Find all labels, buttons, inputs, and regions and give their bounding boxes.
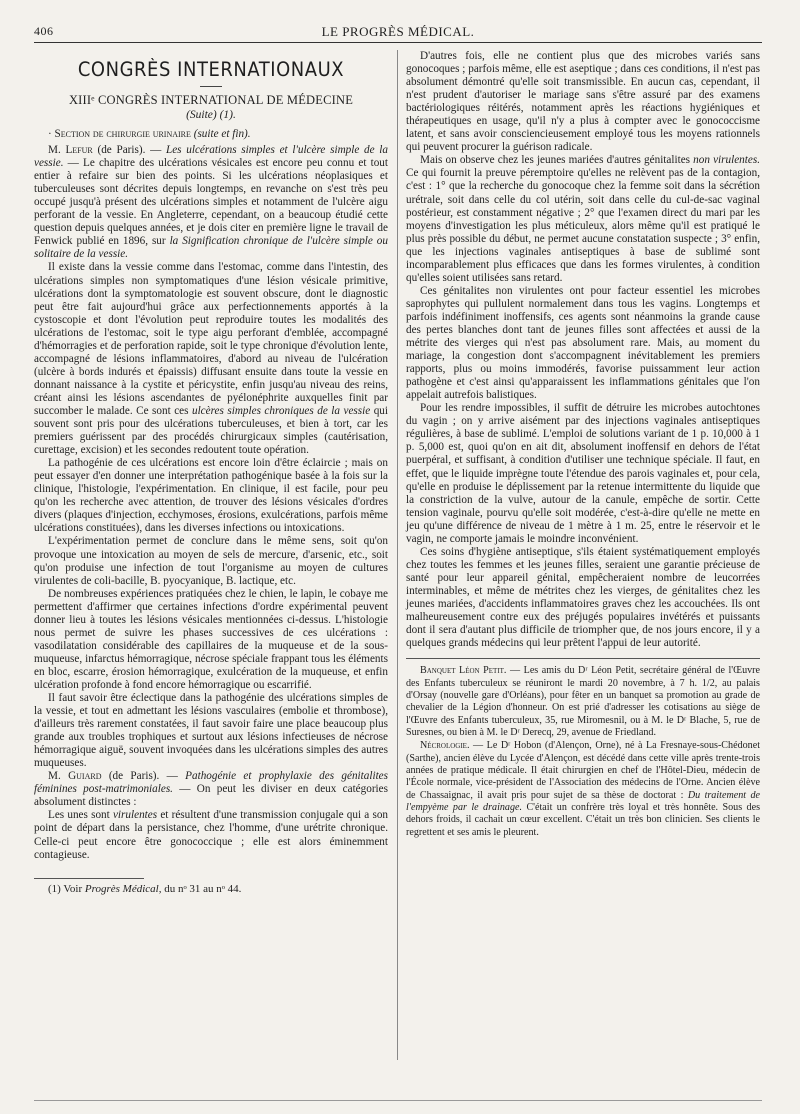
paragraph-lefur: M. Lefur (de Paris). — Les ulcérations simples et l'ulcère simple de la vessie. — Le chapitre des ulcérations vésicales est encore peu connu et tout entier à refaire sur bien des points. Si les ulcérations néoplasiques et tuberculeuses sont décrites depuis longtemps, en revanche on s'est très peu occupé jusqu'à présent des ulcérations simples et notamment de l'ulcère aigu perforant de la vessie. En Angleterre, cependant, on a beaucoup étudié cette question depuis quelques années, et je dois citer en première ligne le travail de Fenwick publié en 1896, sur la Signification chronique de l'ulcère simple ou solitaire de la vessie. — [34, 144, 389, 261]
footnote: (1) Voir Progrès Médical, du nᵒ 31 au nᵒ 44. — [48, 882, 242, 895]
paragraph: Ces soins d'hygiène antiseptique, s'ils étaient systématiquement employés chez toutes les femmes et les jeunes filles, seraient une garantie précieuse de santé pour leur appareil génital, empêcheraient nombre de leucorrées interminables, et même de métrites chez les vierges, de génitalites chez les jeunes mariées, d'accidents inflammatoires graves chez les accouchées. Ils ont malheureusement contre eux des préjugés populaires invétérés et puissants dont il sera d'autant plus difficile de triompher que, de nos jours encore, il y a quelques grands médecins qui leur prêtent l'appui de leur autorité. — [406, 545, 760, 650]
news-section — [406, 665, 760, 839]
running-head — [34, 22, 762, 43]
paragraph: De nombreuses expériences pratiquées chez le chien, le lapin, le cobaye me permettent d'affirmer que certaines infections d'ordre expérimental peuvent donner lieu à toutes les lésions vésicales mentionnées ci-dessus. L'histologie nous permet de suivre les phases successives de ces ulcérations : vasodilatation considérable des capillaires de la muqueuse et de la sous-muqueuse, infarctus hémorragique, nécrose spéciale frappant tous les éléments en bloc, escarre, érosion hémorragique, exulcération de la muqueuse, et enfin ulcération profonde à fond encore hémorragique ou escarrifié. — [34, 587, 388, 691]
news-item-banquet: Banquet Léon Petit. — Les amis du Dʳ Léon Petit, secrétaire général de l'Œuvre des Enfants tuberculeux se réuniront le mardi 20 novembre, à 7 h. 1/2, au palais d'Orsay (nouvelle gare d'Orléans), pour fêter en un banquet sa promotion au grade de chevalier de la Légion d'honneur. On est prié d'adresser les cotisations au siège de l'Œuvre des Enfants tuberculeux, 35, rue Miromesnil, ou à M. le Dʳ Blache, 5, rue de Suresnes, ou bien à M. le Dʳ Derecq, 29, avenue de Friedland. — [406, 665, 760, 738]
congress-subheading: (Suite) (1). — [186, 109, 236, 121]
news-item-necrology: Nécrologie. — Le Dʳ Hobon (d'Alençon, Orne), né à La Fresnaye-sous-Chédonet (Sarthe), ancien élève du Lycée d'Alençon, est décédé dans cette ville après trente-trois années de pratique médicale. Il était chirurgien en chef de l'Hôtel-Dieu, médecin de l'École normale, vice-président de l'Association des médecins de l'Orne. Ancien élève de Chassaignac, il avait pris pour sujet de sa thèse de doctorat : Du traitement de l'empyème par le drainage. C'était un confrère très loyal et très honnête. Sous des dehors froids, il cachait un cœur excellent. C'était un très bon clinicien. Ses clients le regrettent et ses amis le pleurent. — [406, 740, 760, 838]
news-rule — [406, 658, 760, 659]
left-column — [34, 50, 388, 896]
paragraph: La pathogénie de ces ulcérations est encore loin d'être éclaircie ; mais on peut essayer d'en donner une interprétation pathogénique basée à la fois sur la clinique, l'histologie, l'expérimentation. En clinique, il est facile, pour peu qu'on les recherche avec attention, de trouver des lésions vésicales d'ordres divers (plaques d'injection, ecchymoses, érosions, exulcérations, parfois même ulcérations constituées), dans les diverses infections ou intoxications. — [34, 457, 388, 535]
paragraph: D'autres fois, elle ne contient plus que des microbes variés sans gonocoques ; parfois même, elle est aseptique ; dans ces conditions, il n'est pas absolument démontré qu'elle soit transmissible. En aucun cas, cependant, il n'est prudent d'autoriser le mariage sans s'être assuré par des examens bactériologiques réitérés, notamment après les réactions hygiéniques et thérapeutiques en usage, qu'il n'y a plus à compter avec le gonococcisme latent, et sans avoir consciencieusement employé tous les moyens rationnels qui peuvent procurer la guérison radicale. — [406, 50, 760, 154]
paragraph: Pour les rendre impossibles, il suffit de détruire les microbes autochtones du vagin ; on y arrive aisément par des injections vaginales antiseptiques régulières, à base de sublimé. L'emploi de solutions variant de 1 p. 10,000 à 1 p. 5,000 est, quoi qu'on en ait dit, absolument inoffensif en dehors de l'état puerpéral, et suffisant, à condition d'utiliser une technique spéciale. Il faut, en effet, que le liquide imprègne toute l'étendue des parois vaginales et, pour cela, qu'elle en produise le déplissement par la retenue intermittente du liquide que la constriction de la vulve, autour de la canule, empêche de sortir. Cette tension vaginale, pourvu qu'elle soit modérée, c'est-à-dire qu'elle ne mette en jeu qu'une différence de niveau de 1 mètre à 1 m. 25, entre le réservoir et le vagin, ne comporte jamais le moindre inconvénient. — [406, 402, 760, 545]
congress-heading: XIIIᵉ CONGRÈS INTERNATIONAL DE MÉDECINE — [68, 93, 354, 107]
paragraph: Il existe dans la vessie comme dans l'estomac, comme dans l'intestin, des ulcérations simples non symptomatiques d'une lésion vésicale primitive, ulcérations dont la symptomatologie est souvent obscure, dont le diagnostic peut être fait aujourd'hui grâce aux perfectionnements apportés à la cystoscopie et dont l'évolution peut reproduire toutes les modalités des ulcérations de l'estomac, soit le type aigu perforant d'emblée, accompagné d'hémorragies et de perforation rapide, soit le type chronique d'évolution lente, accompagné de lésions inflammatoires, d'abord au niveau de l'ulcération (ulcère à bords indurés et épaissis) diffusant ensuite dans toute la vessie en donnant naissance à la cystite et péricystite, enfin jusqu'au niveau des reins, créant ainsi les lésions ascendantes de pyélonéphrite auxquelles finit par succomber le malade. Ce sont ces ulcères simples chroniques de la vessie qui souvent sont pris pour des ulcérations tuberculeuses, et bien à tort, car les premiers guérissent par des procédés chirurgicaux simples (cautérisation, curettage, excision) et les secondes redoutent toute opération. — [34, 261, 388, 457]
journal-page — [34, 22, 762, 1102]
paragraph: Les unes sont virulentes et résultent d'une transmission conjugale qui a son point de départ dans la persistance, chez l'homme, d'une urétrite chronique. Celle-ci peut encore être gonococcique ; elle est alors éminemment contagieuse. — [34, 809, 389, 861]
footnote-rule — [34, 878, 144, 879]
columns — [34, 50, 762, 1102]
section-title: CONGRÈS INTERNATIONAUX — [77, 58, 345, 81]
paragraph: Il faut savoir être éclectique dans la pathogénie des ulcérations simples de la vessie, et tout en admettant les lésions vasculaires (embolie et thrombose), d'ailleurs très rarement constatées, il faut savoir faire une place beaucoup plus grande aux troubles trophiques et surtout aux lésions infectieuses de nécrose hémorragique aiguë, souvent invoquées dans les ulcérations simples des autres muqueuses. — [34, 692, 388, 770]
journal-title: LE PROGRÈS MÉDICAL. — [321, 24, 475, 39]
paragraph: Mais on observe chez les jeunes mariées d'autres génitalites non virulentes. Ce qui fournit la preuve péremptoire qu'elles ne relèvent pas de la contagion, c'est : 1° que la recherche du gonocoque chez la femme soit dans la sécrétion urétrale, soit dans celle du col utérin, soit dans celle du cul-de-sac vaginal postérieur, est constamment négative ; 2° que l'examen direct du mari par les moyens d'investigation les plus méticuleux, alors même qu'il est pratiqué le plus près possible du début, ne permet aucune constatation suspecte ; 3° enfin, que les injections vaginales antiseptiques à base de sublimé sont incomparablement plus efficaces que dans les formes virulentes, à condition qu'elles soient utilisées sans retard. — [406, 154, 760, 284]
paragraph-guiard: M. Guiard (de Paris). — Pathogénie et prophylaxie des génitalites féminines post-matrimoniales. — On peut les diviser en deux catégories absolument distinctes : — [34, 770, 389, 809]
section-heading: · Section de chirurgie urinaire (suite et fin). — [48, 128, 251, 140]
paragraph: L'expérimentation permet de conclure dans le même sens, soit qu'on provoque une intoxication au moyen de sels de mercure, d'arsenic, etc., soit qu'on produise une infection de tout l'organisme au moyen de cultures virulentes de coli-bacille, B. pyocyanique, B. lactique, etc. — [34, 535, 388, 587]
right-column — [406, 50, 760, 840]
paragraph: Ces génitalites non virulentes ont pour facteur essentiel les microbes saprophytes qui pullulent normalement dans tous les vagins. Longtemps et parfois indéfiniment inoffensifs, ces agents sont néanmoins la grande cause des pertes blanches dont tant de jeunes filles sont affectées et aussi de la métrite des vierges qui n'est pas absolument rare. Mais, au moment du mariage, la congestion dont s'accompagnent inévitablement les premiers rapports, plus ou moins immodérés, favorise puissamment leur action pathogène et c'est ainsi qu'apparaissent les inflammations génitales que l'on appelait autrefois balistiques. — [406, 284, 760, 402]
page-number: 406 — [34, 24, 54, 38]
column-divider — [397, 50, 398, 1060]
bottom-rule — [34, 1100, 762, 1101]
title-rule — [200, 86, 222, 87]
